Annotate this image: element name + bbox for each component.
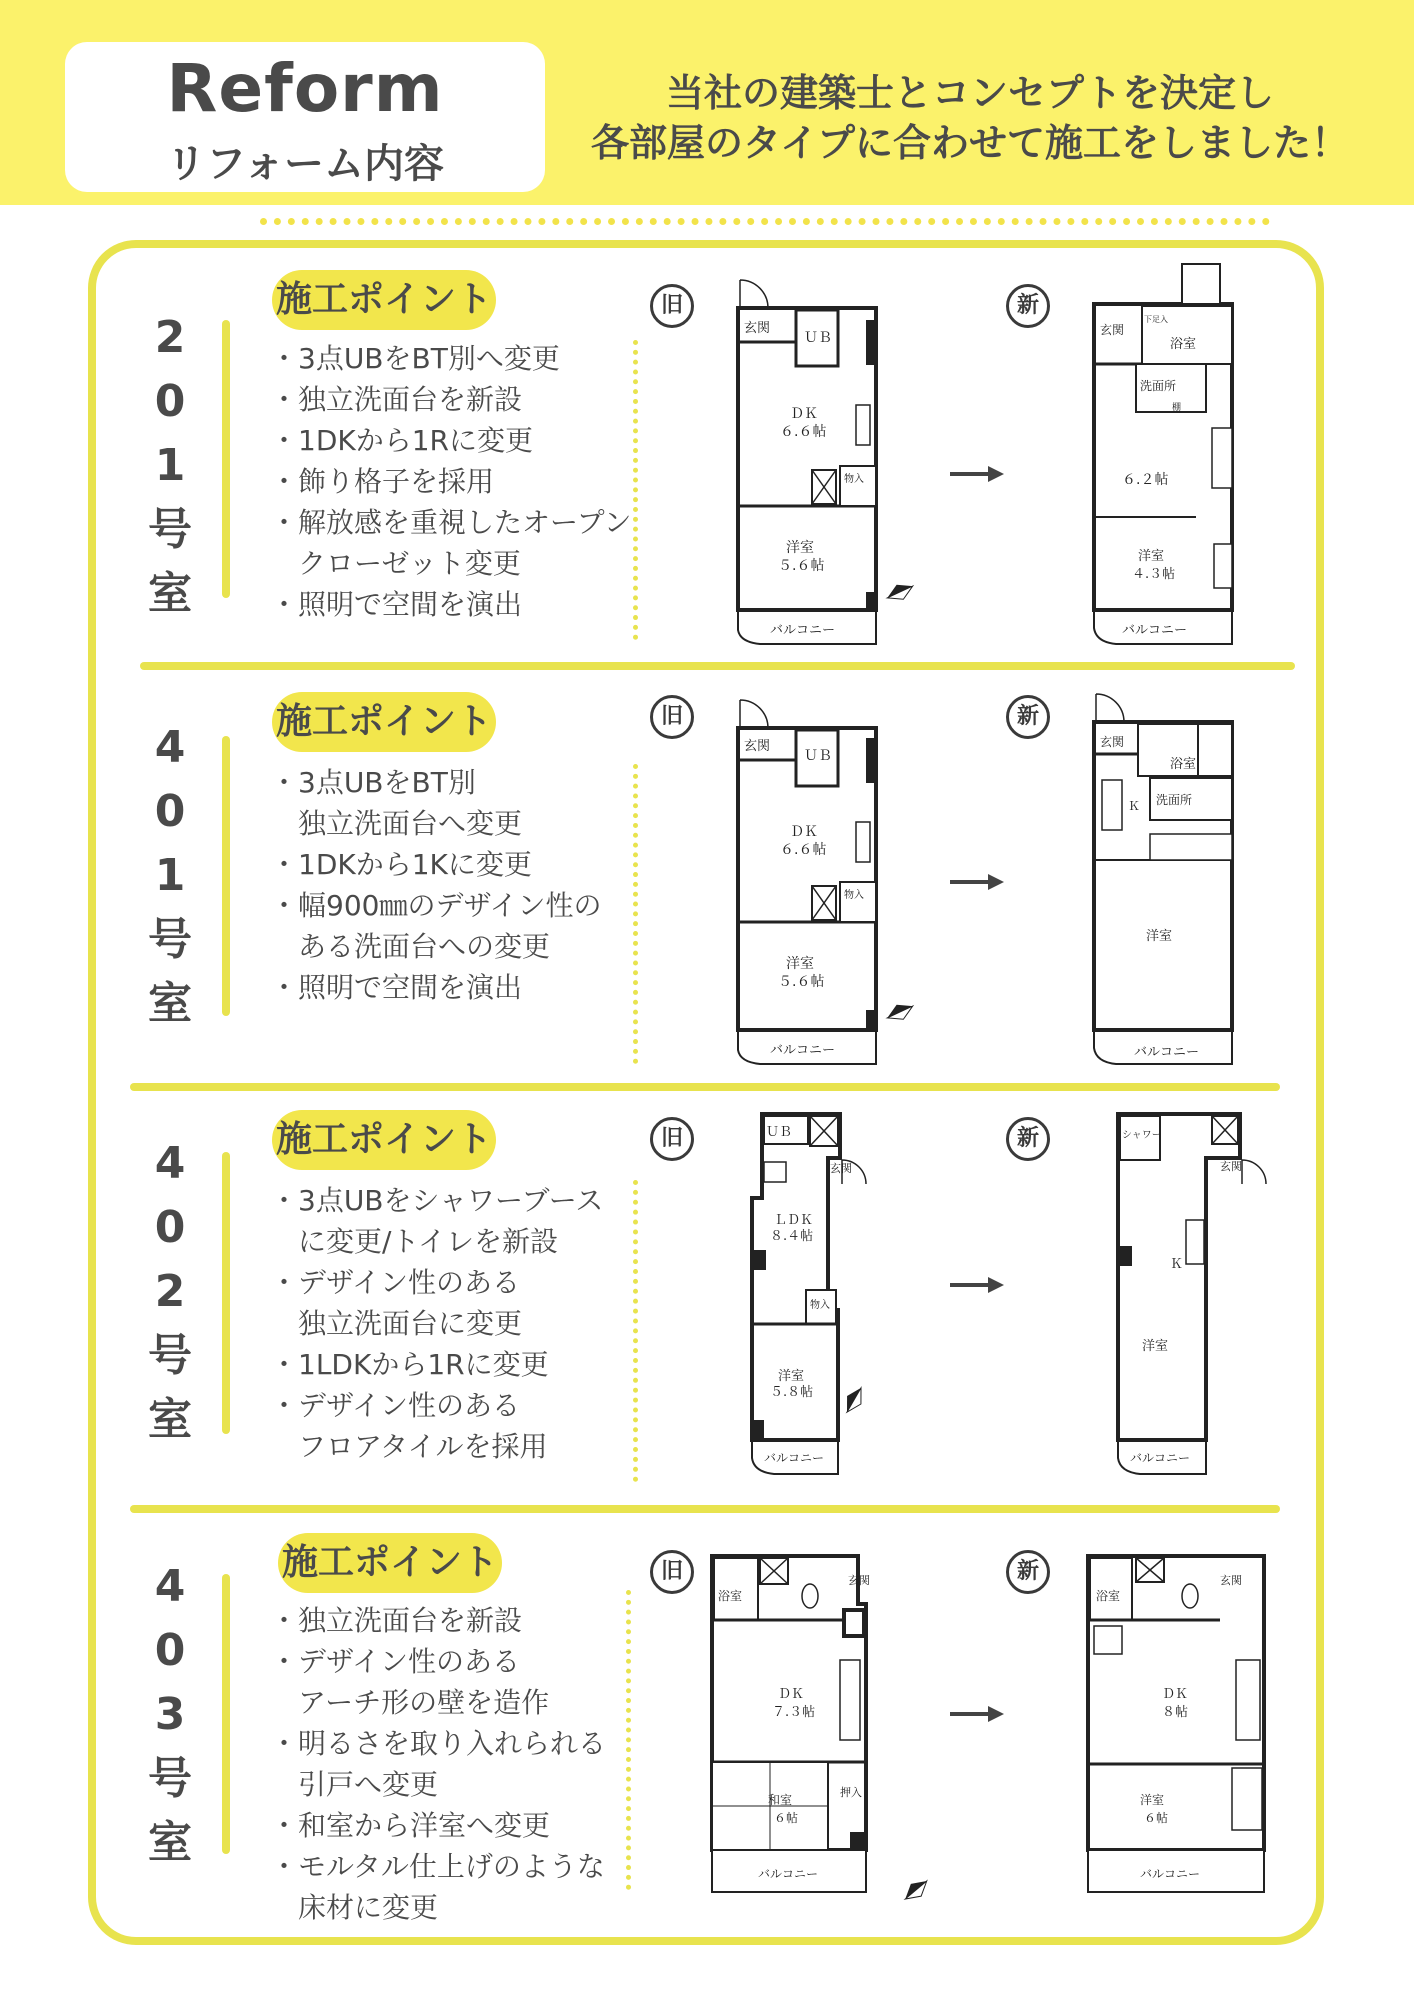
svg-text:物入: 物入 — [844, 890, 864, 901]
accent-bar — [222, 320, 230, 598]
point-item: ・1DKから1Kに変更 — [270, 848, 532, 881]
svg-text:浴室: 浴室 — [718, 1589, 743, 1603]
dotted-divider — [633, 340, 638, 640]
point-item: ・1LDKから1Rに変更 — [270, 1348, 549, 1381]
dotted-divider — [626, 1590, 631, 1890]
section-divider — [130, 1505, 1280, 1513]
svg-text:玄関: 玄関 — [848, 1574, 870, 1587]
point-item: ある洗面台への変更 — [270, 930, 551, 963]
point-item: ・解放感を重視したオープン — [270, 506, 632, 539]
svg-text:８帖: ８帖 — [1162, 1705, 1189, 1720]
svg-text:玄関: 玄関 — [830, 1162, 852, 1175]
arrow-icon — [948, 462, 1008, 486]
points-title: 施工ポイント — [278, 1533, 502, 1593]
svg-text:洋室: 洋室 — [786, 540, 814, 556]
old-floor-plan — [730, 270, 930, 650]
points-title: 施工ポイント — [272, 692, 496, 752]
svg-text:棚: 棚 — [1172, 403, 1182, 413]
room-number: 4 0 2 号 室 — [148, 1138, 192, 1445]
room-number: 4 0 3 号 室 — [148, 1561, 192, 1868]
new-floor-plan — [1086, 690, 1286, 1070]
point-item: ・和室から洋室へ変更 — [270, 1809, 551, 1842]
svg-text:玄関: 玄関 — [1100, 735, 1125, 749]
svg-text:洋室: 洋室 — [1140, 1793, 1165, 1807]
arrow-icon — [948, 1273, 1008, 1297]
svg-text:洗面所: 洗面所 — [1156, 793, 1193, 807]
point-item: アーチ形の壁を造作 — [270, 1686, 550, 1719]
accent-bar — [222, 1152, 230, 1434]
svg-text:バルコニー: バルコニー — [764, 1451, 825, 1465]
old-badge: 旧 — [650, 1117, 694, 1161]
point-item: ・飾り格子を採用 — [270, 465, 495, 498]
svg-text:ＵＢ: ＵＢ — [766, 1125, 793, 1140]
point-item: ・明るさを取り入れられる — [270, 1727, 607, 1760]
svg-text:５.８帖: ５.８帖 — [770, 1385, 814, 1400]
points-list — [270, 762, 602, 1008]
point-item: ・3点UBをシャワーブース — [270, 1184, 604, 1217]
svg-text:押入: 押入 — [840, 1786, 862, 1799]
dotted-divider — [633, 764, 638, 1064]
new-floor-plan — [1086, 262, 1286, 652]
points-list — [270, 1600, 606, 1928]
point-item: ・デザイン性のある — [270, 1389, 521, 1422]
svg-text:８.４帖: ８.４帖 — [770, 1229, 814, 1244]
point-item: ・照明で空間を演出 — [270, 588, 523, 621]
svg-text:ＵＢ: ＵＢ — [804, 748, 832, 764]
logo-box — [65, 42, 545, 192]
point-item: クローゼット変更 — [270, 547, 521, 580]
accent-bar — [222, 736, 230, 1016]
point-item: 引戸へ変更 — [270, 1768, 439, 1801]
new-badge: 新 — [1006, 1550, 1050, 1594]
room-number: 4 0 1 号 室 — [148, 722, 192, 1029]
new-badge: 新 — [1006, 1117, 1050, 1161]
svg-text:浴室: 浴室 — [1170, 757, 1197, 772]
svg-text:４.３帖: ４.３帖 — [1132, 567, 1176, 582]
old-badge: 旧 — [650, 284, 694, 328]
svg-text:バルコニー: バルコニー — [1134, 1045, 1200, 1060]
svg-text:６帖: ６帖 — [774, 1811, 799, 1825]
svg-text:ＬＤＫ: ＬＤＫ — [774, 1213, 814, 1228]
point-item: ・独立洗面台を新設 — [270, 383, 523, 416]
svg-text:和室: 和室 — [768, 1793, 793, 1807]
tagline-line1: 当社の建築士とコンセプトを決定し — [665, 71, 1274, 115]
svg-text:シャワー: シャワー — [1122, 1130, 1162, 1141]
svg-text:バルコニー: バルコニー — [1140, 1867, 1201, 1881]
new-badge: 新 — [1006, 284, 1050, 328]
svg-text:バルコニー: バルコニー — [758, 1867, 819, 1881]
svg-text:洋室: 洋室 — [778, 1369, 805, 1384]
svg-text:ＤＫ: ＤＫ — [1162, 1687, 1189, 1702]
svg-text:玄関: 玄関 — [744, 739, 771, 754]
old-badge: 旧 — [650, 695, 694, 739]
svg-text:６帖: ６帖 — [1144, 1811, 1169, 1825]
svg-text:５.６帖: ５.６帖 — [778, 558, 825, 574]
points-list — [270, 1180, 603, 1467]
point-item: ・3点UBをBT別へ変更 — [270, 342, 560, 375]
old-floor-plan — [730, 690, 930, 1070]
svg-text:バルコニー: バルコニー — [1130, 1451, 1191, 1465]
point-item: フロアタイルを採用 — [270, 1430, 548, 1463]
svg-text:ＤＫ: ＤＫ — [778, 1687, 805, 1702]
svg-text:洋室: 洋室 — [1146, 929, 1173, 944]
svg-text:下足入: 下足入 — [1144, 315, 1168, 324]
point-item: 独立洗面台に変更 — [270, 1307, 523, 1340]
section-divider — [130, 1083, 1280, 1091]
svg-text:ＵＢ: ＵＢ — [804, 330, 832, 346]
svg-text:バルコニー: バルコニー — [770, 623, 836, 638]
svg-text:浴室: 浴室 — [1096, 1589, 1121, 1603]
point-item: ・デザイン性のある — [270, 1266, 521, 1299]
svg-text:５.６帖: ５.６帖 — [778, 974, 825, 990]
svg-text:物入: 物入 — [844, 474, 864, 485]
points-title: 施工ポイント — [272, 1110, 496, 1170]
old-badge: 旧 — [650, 1550, 694, 1594]
new-badge: 新 — [1006, 695, 1050, 739]
room-number: 2 0 1 号 室 — [148, 312, 192, 619]
svg-text:バルコニー: バルコニー — [1122, 623, 1188, 638]
points-title: 施工ポイント — [272, 270, 496, 330]
point-item: に変更/トイレを新設 — [270, 1225, 559, 1258]
point-item: 独立洗面台へ変更 — [270, 807, 523, 840]
dotted-divider — [633, 1180, 638, 1482]
accent-bar — [222, 1574, 230, 1854]
svg-text:ＤＫ: ＤＫ — [790, 406, 818, 422]
new-floor-plan — [1096, 1110, 1276, 1495]
point-item: ・デザイン性のある — [270, 1645, 521, 1678]
old-floor-plan — [730, 1110, 910, 1495]
old-floor-plan — [700, 1540, 940, 1930]
point-item: ・独立洗面台を新設 — [270, 1604, 523, 1637]
arrow-icon — [948, 1702, 1008, 1726]
svg-text:６.２帖: ６.２帖 — [1122, 472, 1169, 488]
new-floor-plan — [1080, 1540, 1280, 1930]
point-item: 床材に変更 — [270, 1891, 439, 1924]
svg-text:洋室: 洋室 — [786, 956, 814, 972]
point-item: ・3点UBをBT別 — [270, 766, 476, 799]
svg-text:物入: 物入 — [810, 1300, 830, 1311]
svg-text:浴室: 浴室 — [1170, 337, 1197, 352]
svg-text:玄関: 玄関 — [744, 321, 771, 336]
svg-text:６.６帖: ６.６帖 — [780, 424, 827, 440]
svg-text:Ｋ: Ｋ — [1128, 799, 1141, 813]
point-item: ・1DKから1Rに変更 — [270, 424, 534, 457]
logo-subtitle: リフォーム内容 — [166, 141, 444, 187]
tagline-line2: 各部屋のタイプに合わせて施工をしました！ — [590, 121, 1350, 165]
svg-text:洗面所: 洗面所 — [1140, 379, 1177, 393]
point-item: ・幅900㎜のデザイン性の — [270, 889, 602, 922]
point-item: ・モルタル仕上げのような — [270, 1850, 605, 1883]
section-divider — [140, 662, 1295, 670]
svg-text:７.３帖: ７.３帖 — [772, 1705, 816, 1720]
svg-text:６.６帖: ６.６帖 — [780, 842, 827, 858]
arrow-icon — [948, 870, 1008, 894]
svg-text:洋室: 洋室 — [1138, 549, 1165, 564]
logo-title: Reform — [166, 50, 444, 127]
points-list — [270, 338, 631, 625]
svg-text:玄関: 玄関 — [1100, 323, 1125, 337]
svg-text:ＤＫ: ＤＫ — [790, 824, 818, 840]
svg-text:バルコニー: バルコニー — [770, 1043, 836, 1058]
svg-text:Ｋ: Ｋ — [1170, 1257, 1184, 1272]
svg-text:洋室: 洋室 — [1142, 1339, 1169, 1354]
svg-text:玄関: 玄関 — [1220, 1160, 1242, 1173]
dotted-divider — [260, 218, 1270, 225]
svg-text:玄関: 玄関 — [1220, 1574, 1242, 1587]
point-item: ・照明で空間を演出 — [270, 971, 523, 1004]
